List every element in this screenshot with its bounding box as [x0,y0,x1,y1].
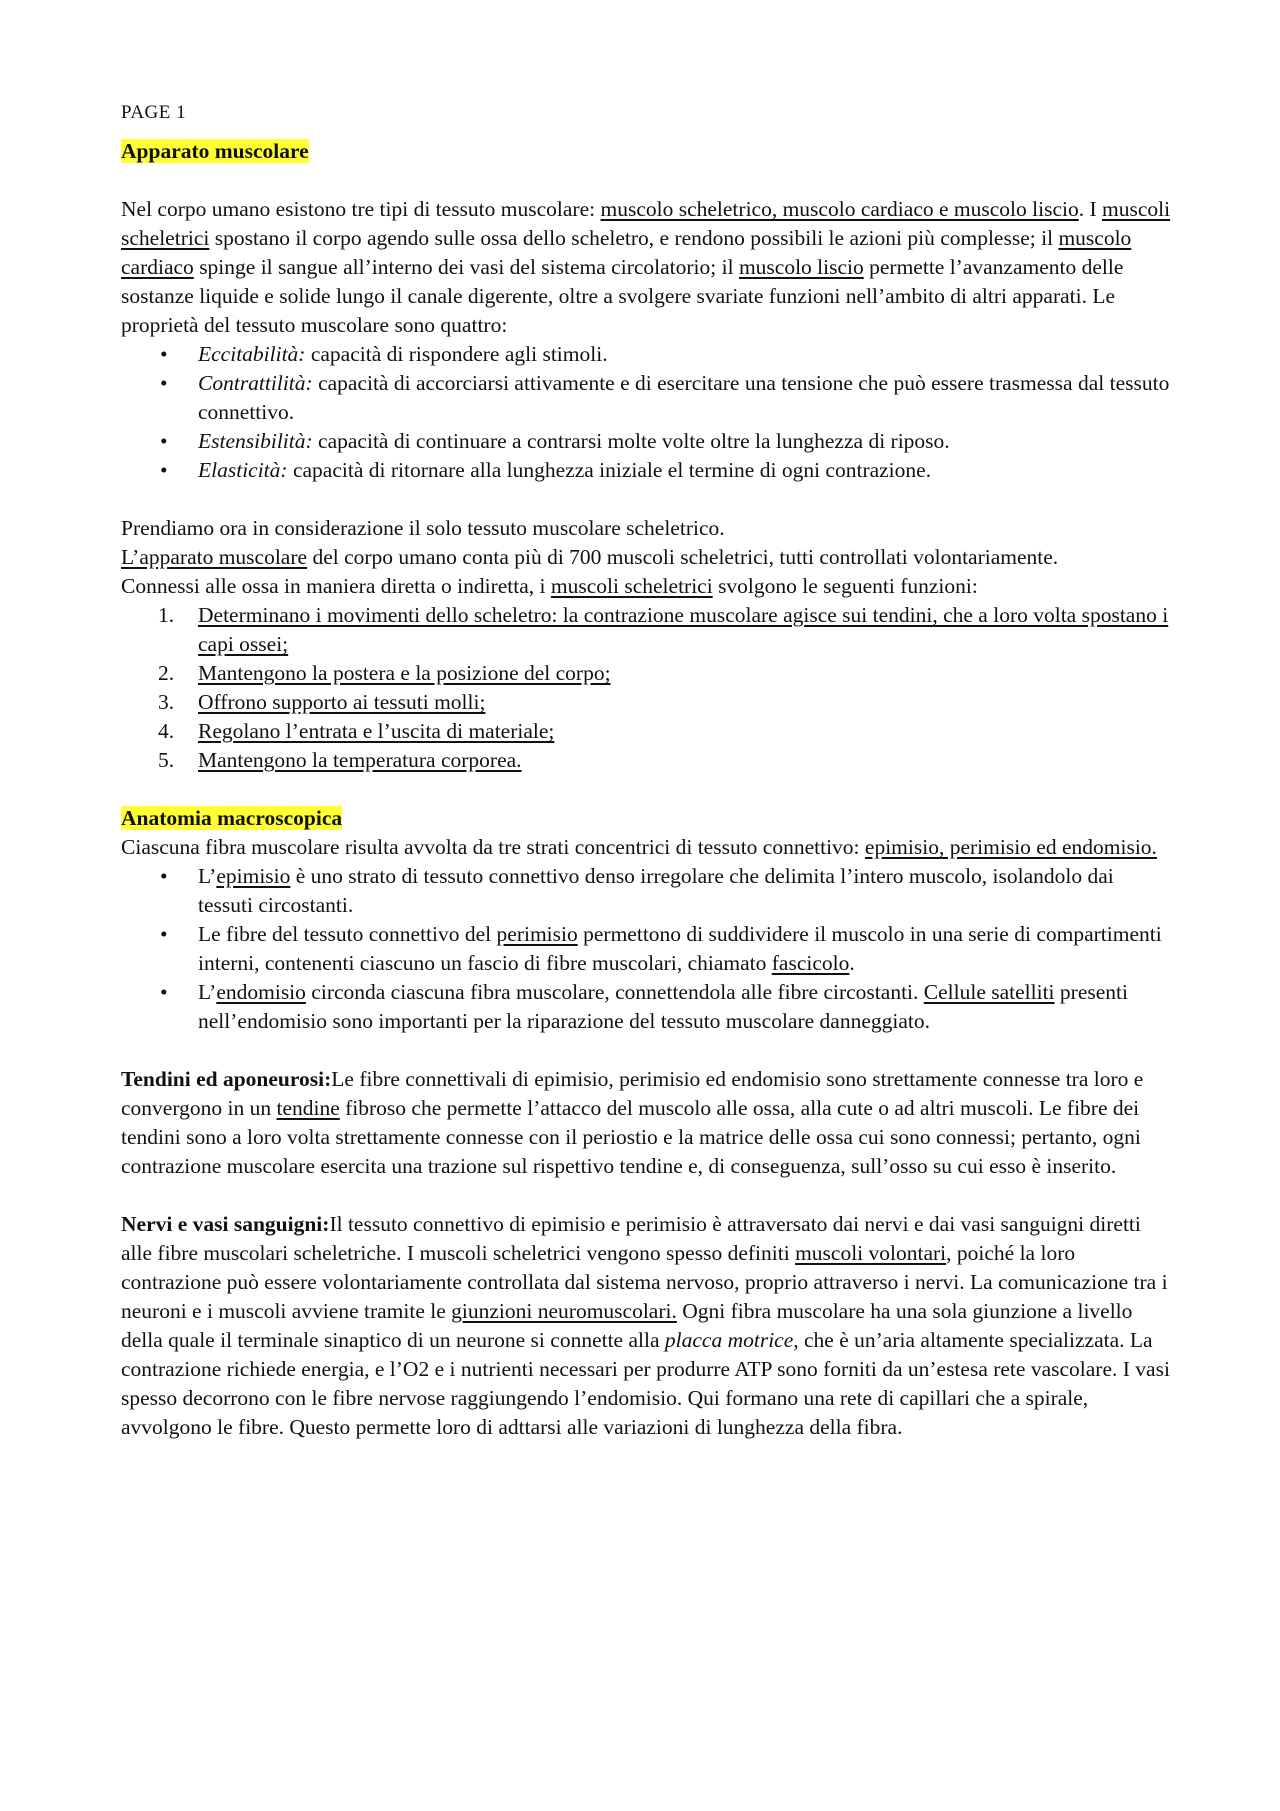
run-in-heading: Nervi e vasi sanguigni: [121,1212,330,1236]
page-header: PAGE 1 [121,102,187,123]
list-item: • Le fibre del tessuto connettivo del perimisio permettono di suddividere il muscolo in una serie di compartimenti interni, contenenti ciascuno un fascio di fibre muscolari, chiamato fascicolo. [160,922,1162,975]
bullet-marker: • [160,371,168,395]
underlined-text: muscoli volontari [795,1241,947,1265]
highlighted-heading: Apparato muscolare [121,139,309,163]
spacer [121,166,1171,195]
nerves-paragraph: Nervi e vasi sanguigni:Il tessuto connettivo di epimisio e perimisio è attraversato dai nervi e dai vasi sanguigni diretti alle fibre muscolari scheletriche. I muscoli scheletrici vengono spesso definiti muscoli volontari, poiché la loro contrazione può essere volontariamente controllata dal sistema nervoso, proprio attraverso i nervi. La comunicazione tra i neuroni e i muscoli avviene tramite le giunzioni neuromuscolari. Ogni fibra muscolare ha una sola giunzione a livello della quale il terminale sinaptico di un neurone si connette alla placca motrice, che è un’aria altamente specializzata. La contrazione richiede energia, e l’O2 e i nutrienti necessari per produrre ATP sono forniti da un’estesa rete vascolare. I vasi spesso decorrono con le fibre nervose raggiungendo l’endomisio. Qui formano una rete di capillari che a spirale, avvolgono le fibre. Questo permette loro di adttarsi alle variazioni di lunghezza della fibra. [121,1212,1170,1439]
functions-list [121,601,1171,775]
paragraph: Prendiamo ora in considerazione il solo tessuto muscolare scheletrico. [121,516,725,540]
list-item: • L’endomisio circonda ciascuna fibra muscolare, connettendola alle fibre circostanti. Cellule satelliti presenti nell’endomisio sono importanti per la riparazione del tessuto muscolare danneggiato. [160,980,1128,1033]
paragraph: Ciascuna fibra muscolare risulta avvolta da tre strati concentrici di tessuto connettivo: epimisio, perimisio ed endomisio. [121,835,1157,859]
number-marker: 4. [158,719,175,743]
number-marker: 5. [158,748,175,772]
spacer [121,485,1171,514]
list-item: 2. Mantengono la postera e la posizione del corpo; [121,659,1171,688]
bullet-marker: • [160,864,168,888]
list-item: • L’epimisio è uno strato di tessuto connettivo denso irregolare che delimita l’intero muscolo, isolandolo dai tessuti circostanti. [160,864,1114,917]
list-item: • Elasticità: capacità di ritornare alla lunghezza iniziale el termine di ogni contrazione. [121,456,1171,485]
bullet-marker: • [160,922,168,946]
bullet-marker: • [160,980,168,1004]
tendons-paragraph: Tendini ed aponeurosi:Le fibre connettivali di epimisio, perimisio ed endomisio sono strettamente connesse tra loro e convergono in un tendine fibroso che permette l’attacco del muscolo alle ossa, alla cute o ad altri muscoli. Le fibre dei tendini sono a loro volta strettamente connesse con il periostio e la matrice delle ossa cui sono connessi; pertanto, ogni contrazione muscolare esercita una trazione sul rispettivo tendine e, di conseguenza, sull’osso su cui esso è inserito. [121,1067,1144,1178]
list-item: • Contrattilità: capacità di accorciarsi attivamente e di esercitare una tensione che può essere trasmessa dal tessuto connettivo. [160,371,1170,424]
properties-list [121,340,1171,485]
underlined-text: muscoli scheletrici [550,574,713,598]
list-item: 4. Regolano l’entrata e l’uscita di materiale; [121,717,1171,746]
section-title-anatomia-macroscopica [121,804,1171,833]
underlined-text: epimisio, perimisio ed endomisio. [864,835,1157,859]
spacer [121,775,1171,804]
list-item: 5. Mantengono la temperatura corporea. [121,746,1171,775]
number-marker: 1. [158,603,175,627]
list-item: • Eccitabilità: capacità di rispondere agli stimoli. [121,340,1171,369]
underlined-text: muscolo cardiaco [121,226,1132,279]
anatomy-list [121,862,1171,1036]
bullet-marker: • [160,458,168,482]
italic-text: placca motrice [664,1328,794,1352]
list-item: 3. Offrono supporto ai tessuti molli; [121,688,1171,717]
section-title-apparato-muscolare [121,137,1171,166]
underlined-text: giunzioni neuromuscolari. [451,1299,677,1323]
spacer [121,1036,1171,1065]
list-item: • Estensibilità: capacità di continuare a contrarsi molte volte oltre la lunghezza di riposo. [121,427,1171,456]
bullet-marker: • [160,429,168,453]
number-marker: 2. [158,661,175,685]
intro-paragraph: Nel corpo umano esistono tre tipi di tessuto muscolare: muscolo scheletrico, muscolo cardiaco e muscolo liscio. I muscoli scheletrici spostano il corpo agendo sulle ossa dello scheletro, e rendono possibili le azioni più complesse; il muscolo cardiaco spinge il sangue all’interno dei vasi del sistema circolatorio; il muscolo liscio permette l’avanzamento delle sostanze liquide e solide lungo il canale digerente, oltre a svolgere svariate funzioni nell’ambito di altri apparati. Le proprietà del tessuto muscolare sono quattro: [121,197,1171,337]
highlighted-heading: Anatomia macroscopica [121,806,343,830]
bullet-marker: • [160,342,168,366]
underlined-text: muscolo scheletrico, muscolo cardiaco e muscolo liscio [600,197,1079,221]
run-in-heading: Tendini ed aponeurosi: [121,1067,332,1091]
spacer [121,1181,1171,1210]
underlined-text: muscoli scheletrici [121,197,1171,250]
paragraph: L’apparato muscolare del corpo umano conta più di 700 muscoli scheletrici, tutti controllati volontariamente. [121,545,1059,569]
underlined-text: tendine [276,1096,340,1120]
underlined-text: L’apparato muscolare [121,545,308,569]
paragraph: Connessi alle ossa in maniera diretta o indiretta, i muscoli scheletrici svolgono le seguenti funzioni: [121,574,978,598]
number-marker: 3. [158,690,175,714]
underlined-text: muscolo liscio [738,255,864,279]
document-page [121,100,1171,1442]
list-item: 1. Determinano i movimenti dello scheletro: la contrazione muscolare agisce sui tendini, che a loro volta spostano i capi ossei; [158,603,1169,656]
